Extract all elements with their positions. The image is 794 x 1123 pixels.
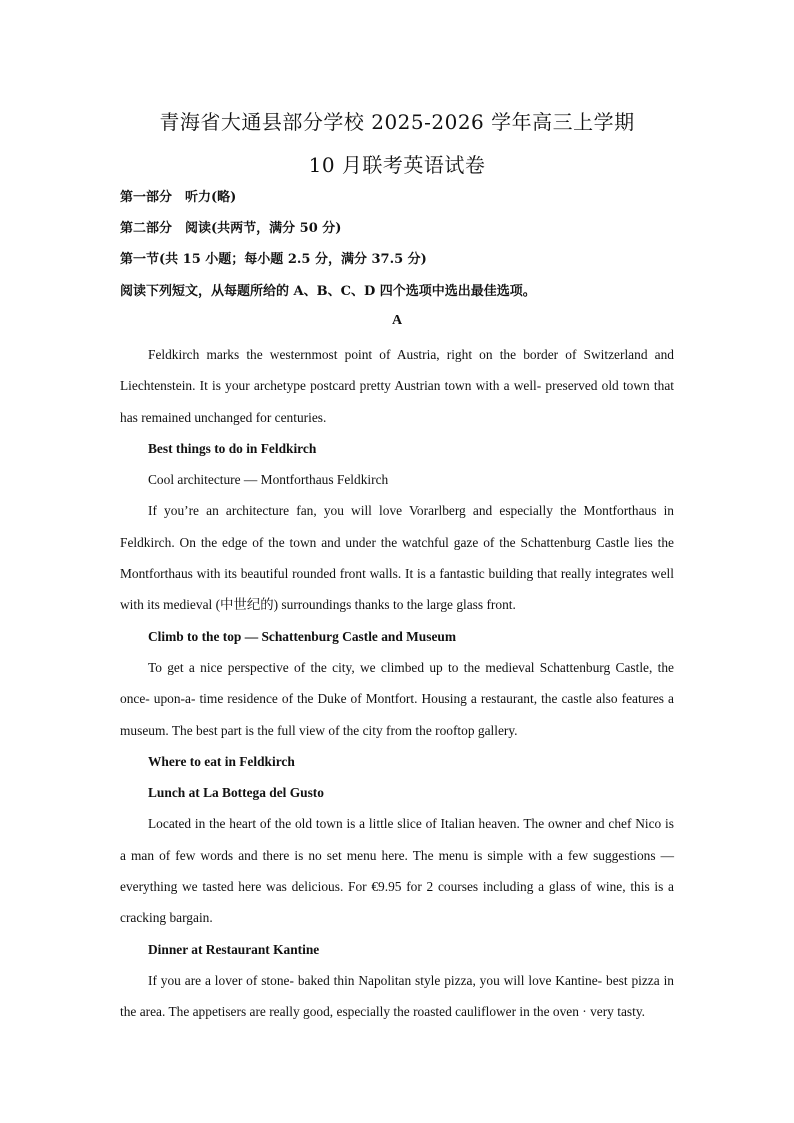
passage-paragraph: Feldkirch marks the westernmost point of Austria, right on the border of Switzerland and Liechtenstein. It is your archetype postcard pretty Austrian town with a well- preserved old town that has remained unchanged for centuries. xyxy=(120,347,674,425)
passage-subheading: Dinner at Restaurant Kantine xyxy=(148,941,320,957)
passage-label: A xyxy=(391,313,403,328)
part-two-heading: 第二部分 阅读(共两节，满分 50 分) xyxy=(120,221,342,236)
document-title: 青海省大通县部分学校 2025-2026 学年高三上学期 xyxy=(159,110,635,134)
passage-paragraph: If you’re an architecture fan, you will love Vorarlberg and especially the Montforthaus in Feldkirch. On the edge of the town and under the watchful gaze of the Schattenburg Castle lies the Montforthaus with its beautiful rounded front walls. It is a fantastic building that really integrates well with its medieval (中世纪的) surroundings thanks to the large glass front. xyxy=(120,503,674,613)
document-subtitle: 10 月联考英语试卷 xyxy=(308,153,486,177)
section-one-heading: 第一节(共 15 小题；每小题 2.5 分，满分 37.5 分) xyxy=(120,252,427,267)
passage-body xyxy=(120,339,674,1028)
passage-subheading: Climb to the top — Schattenburg Castle and Museum xyxy=(148,628,456,644)
part-one-heading: 第一部分 听力(略) xyxy=(120,190,237,205)
passage-paragraph: If you are a lover of stone- baked thin Napolitan style pizza, you will love Kantine- best pizza in the area. The appetisers are really good, especially the roasted cauliflower in the oven · very tasty. xyxy=(120,972,674,1020)
passage-paragraph: Cool architecture — Montforthaus Feldkirch xyxy=(148,472,389,488)
passage-paragraph: Located in the heart of the old town is a little slice of Italian heaven. The owner and chef Nico is a man of few words and there is no set menu here. The menu is simple with a few suggestions — everything we tasted here was delicious. For €9.95 for 2 courses including a glass of wine, this is a cracking bargain. xyxy=(120,816,674,926)
passage-subheading: Best things to do in Feldkirch xyxy=(148,440,317,456)
passage-subheading: Lunch at La Bottega del Gusto xyxy=(148,785,324,801)
reading-instruction: 阅读下列短文，从每题所给的 A、B、C、D 四个选项中选出最佳选项。 xyxy=(120,284,536,299)
passage-subheading: Where to eat in Feldkirch xyxy=(148,753,295,769)
passage-paragraph: To get a nice perspective of the city, we climbed up to the medieval Schattenburg Castle, the once- upon-a- time residence of the Duke of Montfort. Housing a restaurant, the castle also features a museum. The best part is the full view of the city from the rooftop gallery. xyxy=(120,659,674,738)
